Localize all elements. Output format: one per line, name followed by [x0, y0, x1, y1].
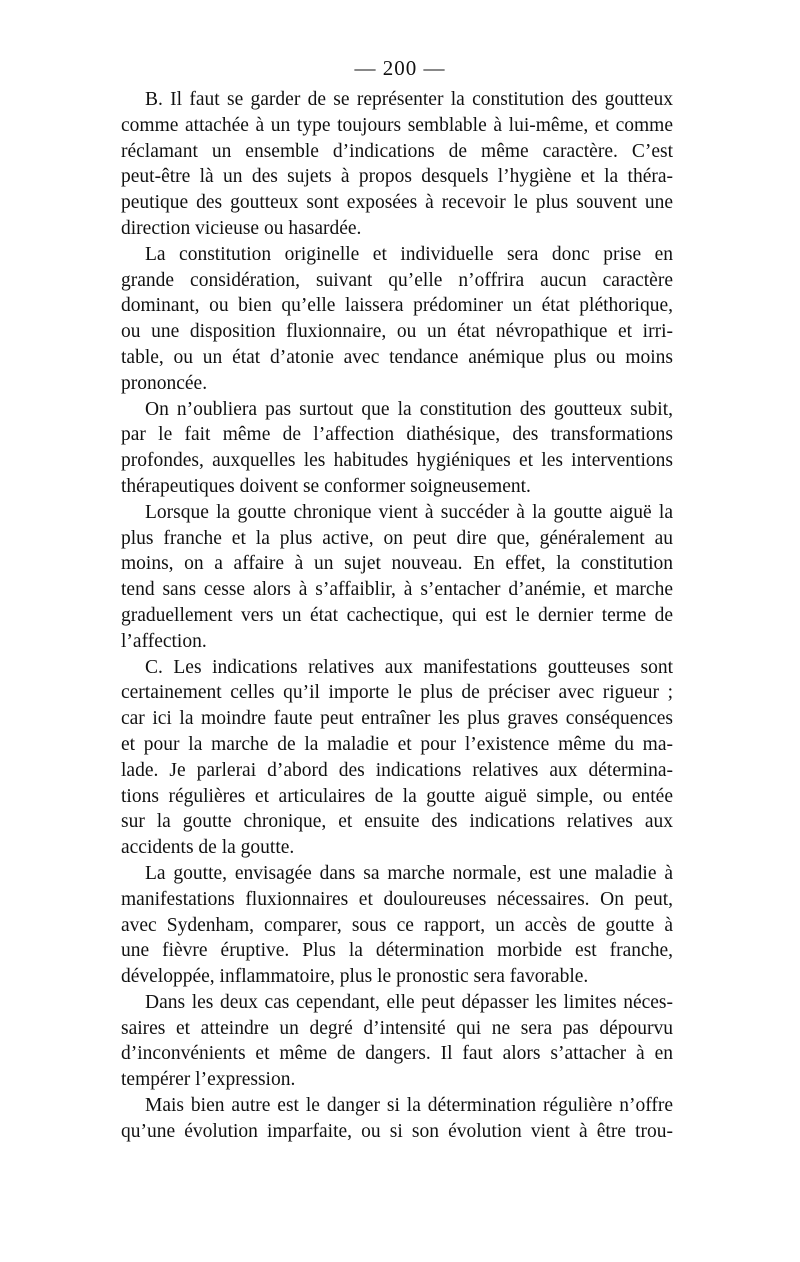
text-line: tions régulières et articulaires de la goutte aiguë simple, ou entée [121, 785, 673, 807]
page-number: — 200 — [354, 56, 446, 80]
text-line: Mais bien autre est le danger si la détermination régulière n’offre [145, 1095, 673, 1117]
text-line: lade. Je parlerai d’abord des indications relatives aux détermina- [121, 759, 673, 781]
text-line: une fièvre éruptive. Plus la détermination morbide est franche, [121, 940, 673, 962]
text-line: moins, on a affaire à un sujet nouveau. En effet, la constitution [121, 553, 673, 575]
text-line: thérapeutiques doivent se conformer soigneusement. [121, 475, 531, 497]
text-line: On n’oubliera pas surtout que la constitution des goutteux subit, [145, 398, 673, 420]
text-line: table, ou un état d’atonie avec tendance anémique plus ou moins [121, 346, 673, 368]
text-line: réclamant un ensemble d’indications de même caractère. C’est [121, 140, 673, 162]
text-line: La goutte, envisagée dans sa marche normale, est une maladie à [145, 862, 673, 884]
text-line: manifestations fluxionnaires et douloureuses nécessaires. On peut, [121, 888, 673, 910]
text-line: certainement celles qu’il importe le plus de préciser avec rigueur ; [121, 682, 673, 704]
text-line: tempérer l’expression. [121, 1069, 296, 1091]
text-line: ou une disposition fluxionnaire, ou un état névropathique et irri- [121, 321, 673, 343]
text-line: graduellement vers un état cachectique, qui est le dernier terme de [121, 604, 673, 626]
body-text [121, 87, 673, 1145]
text-line: car ici la moindre faute peut entraîner les plus graves conséquences [121, 708, 673, 730]
text-line: qu’une évolution imparfaite, ou si son évolution vient à être trou- [121, 1120, 673, 1142]
text-line: développée, inflammatoire, plus le pronostic sera favorable. [121, 966, 589, 988]
text-line: profondes, auxquelles les habitudes hygiéniques et les interventions [121, 450, 673, 472]
text-line: Dans les deux cas cependant, elle peut dépasser les limites néces- [145, 991, 673, 1013]
text-line: l’affection. [121, 630, 207, 652]
text-line: dominant, ou bien qu’elle laissera prédominer un état pléthorique, [121, 295, 673, 317]
text-line: tend sans cesse alors à s’affaiblir, à s’entacher d’anémie, et marche [121, 579, 673, 601]
text-line: sur la goutte chronique, et ensuite des indications relatives aux [121, 811, 673, 833]
text-line: comme attachée à un type toujours semblable à lui-même, et comme [121, 114, 673, 136]
text-line: plus franche et la plus active, on peut dire que, généralement au [121, 527, 673, 549]
text-line: grande considération, suivant qu’elle n’offrira aucun caractère [121, 269, 673, 291]
text-line: par le fait même de l’affection diathésique, des transformations [121, 424, 673, 446]
text-line: La constitution originelle et individuelle sera donc prise en [145, 243, 673, 265]
text-line: d’inconvénients et même de dangers. Il faut alors s’attacher à en [121, 1043, 673, 1065]
text-line: avec Sydenham, comparer, sous ce rapport, un accès de goutte à [121, 914, 673, 936]
text-line: direction vicieuse ou hasardée. [121, 217, 362, 239]
text-line: accidents de la goutte. [121, 837, 295, 859]
text-line: peut-être là un des sujets à propos desquels l’hygiène et la théra- [121, 166, 673, 188]
text-line: saires et atteindre un degré d’intensité qui ne sera pas dépourvu [121, 1017, 673, 1039]
text-line: prononcée. [121, 372, 208, 394]
text-line: C. Les indications relatives aux manifestations goutteuses sont [145, 656, 673, 678]
text-line: Lorsque la goutte chronique vient à succéder à la goutte aiguë la [145, 501, 673, 523]
text-line: et pour la marche de la maladie et pour l’existence même du ma- [121, 733, 673, 755]
text-line: peutique des goutteux sont exposées à recevoir le plus souvent une [121, 192, 673, 214]
text-line: B. Il faut se garder de se représenter la constitution des goutteux [145, 89, 673, 110]
